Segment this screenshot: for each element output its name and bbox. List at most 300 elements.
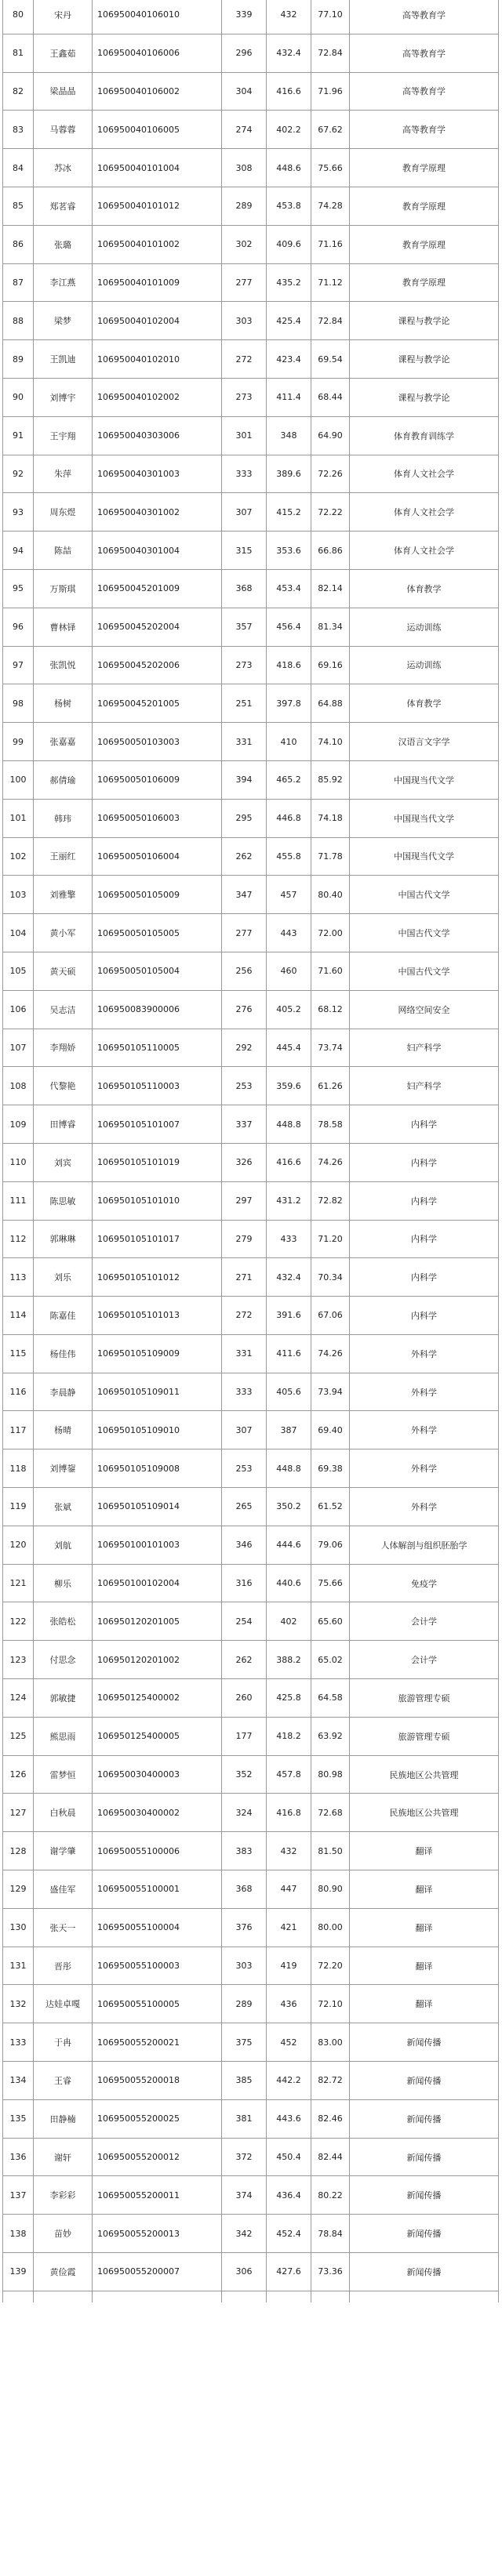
candidate-name-cell: 张凯悦 — [34, 646, 93, 684]
total-score-cell: 80.98 — [311, 1755, 350, 1794]
preliminary-score-cell: 333 — [222, 455, 267, 493]
major-cell: 会计学 — [350, 1641, 499, 1679]
major-cell: 中国古代文学 — [350, 914, 499, 952]
row-index-cell: 120 — [3, 1526, 34, 1564]
total-score-cell: 61.52 — [311, 1488, 350, 1526]
major-cell: 内科学 — [350, 1258, 499, 1297]
preliminary-score-cell: 271 — [222, 1258, 267, 1297]
table-row — [3, 2138, 499, 2176]
candidate-name-cell: 张皓松 — [34, 1602, 93, 1641]
total-score-cell: 66.86 — [311, 532, 350, 570]
preliminary-score-cell — [222, 2291, 267, 2302]
major-cell: 新闻传播 — [350, 2138, 499, 2176]
candidate-name-cell: 张璐 — [34, 225, 93, 263]
candidate-id-cell: 106950100101003 — [93, 1526, 222, 1564]
row-index-cell: 109 — [3, 1105, 34, 1144]
table-row — [3, 1602, 499, 1641]
retest-score-cell: 411.6 — [267, 1334, 311, 1373]
row-index-cell: 123 — [3, 1641, 34, 1679]
table-row — [3, 1297, 499, 1335]
major-cell: 教育学原理 — [350, 187, 499, 225]
preliminary-score-cell: 376 — [222, 1908, 267, 1947]
row-index-cell: 93 — [3, 493, 34, 532]
preliminary-score-cell: 273 — [222, 646, 267, 684]
candidate-id-cell: 106950105110005 — [93, 1029, 222, 1067]
candidate-id-cell — [93, 2291, 222, 2302]
preliminary-score-cell: 289 — [222, 187, 267, 225]
retest-score-cell: 436.4 — [267, 2176, 311, 2215]
candidate-id-cell: 106950055200013 — [93, 2215, 222, 2253]
major-cell: 教育学原理 — [350, 225, 499, 263]
candidate-name-cell: 苗妙 — [34, 2215, 93, 2253]
candidate-id-cell: 106950040106002 — [93, 72, 222, 111]
total-score-cell: 64.88 — [311, 684, 350, 723]
total-score-cell: 85.92 — [311, 760, 350, 799]
table-row — [3, 1449, 499, 1488]
retest-score-cell: 452.4 — [267, 2215, 311, 2253]
total-score-cell: 78.84 — [311, 2215, 350, 2253]
candidate-id-cell: 106950105109014 — [93, 1488, 222, 1526]
table-row — [3, 837, 499, 876]
table-row — [3, 952, 499, 990]
table-row — [3, 2062, 499, 2100]
row-index-cell: 85 — [3, 187, 34, 225]
total-score-cell: 72.20 — [311, 1947, 350, 1985]
candidate-name-cell: 王凯迪 — [34, 340, 93, 379]
table-row — [3, 1373, 499, 1411]
row-index-cell: 91 — [3, 416, 34, 455]
candidate-name-cell: 田静楠 — [34, 2099, 93, 2138]
candidate-name-cell: 马蓉蓉 — [34, 111, 93, 149]
candidate-id-cell: 106950050105005 — [93, 914, 222, 952]
preliminary-score-cell: 308 — [222, 149, 267, 187]
major-cell: 翻译 — [350, 1985, 499, 2023]
row-index-cell: 80 — [3, 0, 34, 34]
retest-score-cell: 457 — [267, 876, 311, 914]
candidate-id-cell: 106950105109010 — [93, 1411, 222, 1449]
candidate-name-cell: 陈喆 — [34, 532, 93, 570]
candidate-name-cell: 陈嘉佳 — [34, 1297, 93, 1335]
major-cell: 网络空间安全 — [350, 990, 499, 1029]
table-row — [3, 263, 499, 302]
preliminary-score-cell: 279 — [222, 1220, 267, 1258]
candidate-name-cell: 梁晶晶 — [34, 72, 93, 111]
major-cell: 运动训练 — [350, 646, 499, 684]
table-row — [3, 2291, 499, 2302]
major-cell: 高等教育学 — [350, 72, 499, 111]
retest-score-cell: 457.8 — [267, 1755, 311, 1794]
row-index-cell: 98 — [3, 684, 34, 723]
table-row — [3, 760, 499, 799]
row-index-cell: 139 — [3, 2253, 34, 2291]
table-row — [3, 149, 499, 187]
table-row — [3, 378, 499, 416]
row-index-cell: 114 — [3, 1297, 34, 1335]
row-index-cell: 137 — [3, 2176, 34, 2215]
preliminary-score-cell: 177 — [222, 1717, 267, 1755]
total-score-cell: 69.16 — [311, 646, 350, 684]
preliminary-score-cell: 272 — [222, 1297, 267, 1335]
candidate-name-cell: 吴志洁 — [34, 990, 93, 1029]
row-index-cell: 125 — [3, 1717, 34, 1755]
preliminary-score-cell: 333 — [222, 1373, 267, 1411]
admission-score-table — [2, 0, 499, 2302]
candidate-name-cell: 刘航 — [34, 1526, 93, 1564]
candidate-name-cell: 熊思雨 — [34, 1717, 93, 1755]
preliminary-score-cell: 297 — [222, 1181, 267, 1220]
row-index-cell: 105 — [3, 952, 34, 990]
total-score-cell: 72.84 — [311, 302, 350, 340]
candidate-name-cell: 苏冰 — [34, 149, 93, 187]
preliminary-score-cell: 331 — [222, 1334, 267, 1373]
row-index-cell: 102 — [3, 837, 34, 876]
candidate-name-cell: 王鑫茹 — [34, 34, 93, 72]
row-index-cell: 135 — [3, 2099, 34, 2138]
total-score-cell: 72.22 — [311, 493, 350, 532]
candidate-name-cell: 梁梦 — [34, 302, 93, 340]
preliminary-score-cell: 357 — [222, 608, 267, 646]
major-cell: 翻译 — [350, 1947, 499, 1985]
major-cell: 课程与教学论 — [350, 302, 499, 340]
major-cell: 新闻传播 — [350, 2099, 499, 2138]
major-cell: 旅游管理专硕 — [350, 1679, 499, 1718]
total-score-cell: 65.02 — [311, 1641, 350, 1679]
total-score-cell: 69.54 — [311, 340, 350, 379]
candidate-id-cell: 106950055100001 — [93, 1870, 222, 1909]
row-index-cell: 103 — [3, 876, 34, 914]
table-row — [3, 416, 499, 455]
row-index-cell: 131 — [3, 1947, 34, 1985]
candidate-name-cell: 于冉 — [34, 2023, 93, 2062]
candidate-name-cell: 刘宾 — [34, 1143, 93, 1181]
preliminary-score-cell: 347 — [222, 876, 267, 914]
table-row — [3, 1755, 499, 1794]
retest-score-cell: 453.8 — [267, 187, 311, 225]
major-cell: 高等教育学 — [350, 111, 499, 149]
candidate-name-cell: 杨树 — [34, 684, 93, 723]
retest-score-cell: 444.6 — [267, 1526, 311, 1564]
total-score-cell: 80.00 — [311, 1908, 350, 1947]
total-score-cell: 73.36 — [311, 2253, 350, 2291]
total-score-cell: 79.06 — [311, 1526, 350, 1564]
major-cell: 中国古代文学 — [350, 952, 499, 990]
preliminary-score-cell: 302 — [222, 225, 267, 263]
candidate-name-cell: 刘雅擎 — [34, 876, 93, 914]
preliminary-score-cell: 273 — [222, 378, 267, 416]
row-index-cell: 117 — [3, 1411, 34, 1449]
total-score-cell: 64.58 — [311, 1679, 350, 1718]
candidate-name-cell: 宋丹 — [34, 0, 93, 34]
total-score-cell: 75.66 — [311, 149, 350, 187]
candidate-name-cell: 李江燕 — [34, 263, 93, 302]
row-index-cell: 130 — [3, 1908, 34, 1947]
candidate-id-cell: 106950055100005 — [93, 1985, 222, 2023]
row-index-cell: 82 — [3, 72, 34, 111]
candidate-id-cell: 106950105101007 — [93, 1105, 222, 1144]
row-index-cell: 86 — [3, 225, 34, 263]
candidate-id-cell: 106950050106009 — [93, 760, 222, 799]
candidate-id-cell: 106950105101013 — [93, 1297, 222, 1335]
candidate-id-cell: 106950055200011 — [93, 2176, 222, 2215]
preliminary-score-cell: 346 — [222, 1526, 267, 1564]
major-cell: 体育人文社会学 — [350, 493, 499, 532]
candidate-name-cell: 杨晴 — [34, 1411, 93, 1449]
preliminary-score-cell: 262 — [222, 1641, 267, 1679]
row-index-cell: 127 — [3, 1794, 34, 1832]
total-score-cell: 73.94 — [311, 1373, 350, 1411]
candidate-id-cell: 106950040102002 — [93, 378, 222, 416]
row-index-cell: 89 — [3, 340, 34, 379]
table-row — [3, 302, 499, 340]
candidate-id-cell: 106950050105004 — [93, 952, 222, 990]
retest-score-cell: 446.8 — [267, 799, 311, 837]
preliminary-score-cell: 304 — [222, 72, 267, 111]
total-score-cell: 61.26 — [311, 1067, 350, 1105]
candidate-name-cell: 刘乐 — [34, 1258, 93, 1297]
retest-score-cell: 402 — [267, 1602, 311, 1641]
preliminary-score-cell: 326 — [222, 1143, 267, 1181]
preliminary-score-cell: 274 — [222, 111, 267, 149]
preliminary-score-cell: 339 — [222, 0, 267, 34]
preliminary-score-cell: 352 — [222, 1755, 267, 1794]
table-row — [3, 1641, 499, 1679]
row-index-cell: 132 — [3, 1985, 34, 2023]
total-score-cell: 68.44 — [311, 378, 350, 416]
total-score-cell: 77.10 — [311, 0, 350, 34]
retest-score-cell: 416.6 — [267, 1143, 311, 1181]
table-row — [3, 1717, 499, 1755]
candidate-name-cell: 张嘉嘉 — [34, 723, 93, 761]
candidate-id-cell: 106950105101017 — [93, 1220, 222, 1258]
total-score-cell: 74.18 — [311, 799, 350, 837]
table-row — [3, 1564, 499, 1602]
major-cell: 体育教学 — [350, 569, 499, 608]
candidate-id-cell: 106950030400003 — [93, 1755, 222, 1794]
row-index-cell: 124 — [3, 1679, 34, 1718]
candidate-id-cell: 106950100102004 — [93, 1564, 222, 1602]
candidate-name-cell: 谢学肇 — [34, 1832, 93, 1870]
candidate-id-cell: 106950040301003 — [93, 455, 222, 493]
major-cell: 翻译 — [350, 1908, 499, 1947]
major-cell: 新闻传播 — [350, 2023, 499, 2062]
preliminary-score-cell: 316 — [222, 1564, 267, 1602]
total-score-cell: 71.60 — [311, 952, 350, 990]
candidate-id-cell: 106950055200025 — [93, 2099, 222, 2138]
candidate-id-cell: 106950105101012 — [93, 1258, 222, 1297]
major-cell: 外科学 — [350, 1449, 499, 1488]
row-index-cell: 96 — [3, 608, 34, 646]
major-cell: 课程与教学论 — [350, 378, 499, 416]
candidate-name-cell: 万斯琪 — [34, 569, 93, 608]
major-cell: 民族地区公共管理 — [350, 1794, 499, 1832]
major-cell: 高等教育学 — [350, 34, 499, 72]
major-cell: 外科学 — [350, 1488, 499, 1526]
table-row — [3, 646, 499, 684]
major-cell: 翻译 — [350, 1832, 499, 1870]
row-index-cell: 97 — [3, 646, 34, 684]
table-row — [3, 1258, 499, 1297]
major-cell: 民族地区公共管理 — [350, 1755, 499, 1794]
major-cell: 妇产科学 — [350, 1067, 499, 1105]
candidate-id-cell: 106950040106006 — [93, 34, 222, 72]
retest-score-cell: 431.2 — [267, 1181, 311, 1220]
retest-score-cell: 448.8 — [267, 1105, 311, 1144]
retest-score-cell: 443 — [267, 914, 311, 952]
retest-score-cell: 409.6 — [267, 225, 311, 263]
row-index-cell: 101 — [3, 799, 34, 837]
total-score-cell: 72.00 — [311, 914, 350, 952]
retest-score-cell: 433 — [267, 1220, 311, 1258]
candidate-id-cell: 106950083900006 — [93, 990, 222, 1029]
preliminary-score-cell: 385 — [222, 2062, 267, 2100]
preliminary-score-cell: 292 — [222, 1029, 267, 1067]
row-index-cell: 115 — [3, 1334, 34, 1373]
retest-score-cell: 389.6 — [267, 455, 311, 493]
table-row — [3, 723, 499, 761]
candidate-name-cell: 李晨静 — [34, 1373, 93, 1411]
total-score-cell: 72.82 — [311, 1181, 350, 1220]
retest-score-cell: 350.2 — [267, 1488, 311, 1526]
total-score-cell: 81.34 — [311, 608, 350, 646]
preliminary-score-cell: 337 — [222, 1105, 267, 1144]
row-index-cell: 110 — [3, 1143, 34, 1181]
preliminary-score-cell: 331 — [222, 723, 267, 761]
total-score-cell: 65.60 — [311, 1602, 350, 1641]
total-score-cell: 81.50 — [311, 1832, 350, 1870]
major-cell: 课程与教学论 — [350, 340, 499, 379]
row-index-cell: 99 — [3, 723, 34, 761]
preliminary-score-cell: 374 — [222, 2176, 267, 2215]
candidate-name-cell: 黄俭霞 — [34, 2253, 93, 2291]
table-row — [3, 72, 499, 111]
retest-score-cell: 455.8 — [267, 837, 311, 876]
retest-score-cell: 425.8 — [267, 1679, 311, 1718]
major-cell: 中国现当代文学 — [350, 760, 499, 799]
preliminary-score-cell: 307 — [222, 1411, 267, 1449]
table-row — [3, 608, 499, 646]
preliminary-score-cell: 301 — [222, 416, 267, 455]
candidate-name-cell: 李彩彩 — [34, 2176, 93, 2215]
preliminary-score-cell: 256 — [222, 952, 267, 990]
total-score-cell — [311, 2291, 350, 2302]
retest-score-cell: 411.4 — [267, 378, 311, 416]
preliminary-score-cell: 251 — [222, 684, 267, 723]
table-row — [3, 684, 499, 723]
candidate-id-cell: 106950105110003 — [93, 1067, 222, 1105]
candidate-name-cell: 郭琳琳 — [34, 1220, 93, 1258]
candidate-id-cell: 106950050106003 — [93, 799, 222, 837]
major-cell: 教育学原理 — [350, 149, 499, 187]
candidate-id-cell: 106950050103003 — [93, 723, 222, 761]
retest-score-cell: 432 — [267, 1832, 311, 1870]
candidate-id-cell: 106950045201009 — [93, 569, 222, 608]
candidate-id-cell: 106950050106004 — [93, 837, 222, 876]
retest-score-cell: 423.4 — [267, 340, 311, 379]
total-score-cell: 78.58 — [311, 1105, 350, 1144]
row-index-cell: 83 — [3, 111, 34, 149]
total-score-cell: 63.92 — [311, 1717, 350, 1755]
table-row — [3, 1488, 499, 1526]
retest-score-cell: 415.2 — [267, 493, 311, 532]
retest-score-cell: 442.2 — [267, 2062, 311, 2100]
row-index-cell: 136 — [3, 2138, 34, 2176]
row-index-cell: 88 — [3, 302, 34, 340]
table-row — [3, 1947, 499, 1985]
retest-score-cell: 402.2 — [267, 111, 311, 149]
candidate-id-cell: 106950040102010 — [93, 340, 222, 379]
candidate-name-cell: 黄天硕 — [34, 952, 93, 990]
candidate-id-cell: 106950055100003 — [93, 1947, 222, 1985]
total-score-cell: 72.84 — [311, 34, 350, 72]
row-index-cell: 126 — [3, 1755, 34, 1794]
total-score-cell: 67.62 — [311, 111, 350, 149]
retest-score-cell: 353.6 — [267, 532, 311, 570]
candidate-name-cell: 张天一 — [34, 1908, 93, 1947]
total-score-cell: 71.20 — [311, 1220, 350, 1258]
candidate-id-cell: 106950040106010 — [93, 0, 222, 34]
candidate-id-cell: 106950105109009 — [93, 1334, 222, 1373]
candidate-id-cell: 106950105109011 — [93, 1373, 222, 1411]
total-score-cell: 67.06 — [311, 1297, 350, 1335]
total-score-cell: 82.44 — [311, 2138, 350, 2176]
preliminary-score-cell: 383 — [222, 1832, 267, 1870]
total-score-cell: 69.40 — [311, 1411, 350, 1449]
retest-score-cell: 359.6 — [267, 1067, 311, 1105]
candidate-id-cell: 106950030400002 — [93, 1794, 222, 1832]
table-row — [3, 1870, 499, 1909]
total-score-cell: 71.96 — [311, 72, 350, 111]
candidate-name-cell: 韩玮 — [34, 799, 93, 837]
total-score-cell: 70.34 — [311, 1258, 350, 1297]
candidate-id-cell: 106950125400002 — [93, 1679, 222, 1718]
table-row — [3, 2176, 499, 2215]
preliminary-score-cell: 253 — [222, 1449, 267, 1488]
row-index-cell: 118 — [3, 1449, 34, 1488]
table-row — [3, 493, 499, 532]
table-row — [3, 34, 499, 72]
row-index-cell: 95 — [3, 569, 34, 608]
preliminary-score-cell: 262 — [222, 837, 267, 876]
candidate-id-cell: 106950105109008 — [93, 1449, 222, 1488]
table-row — [3, 876, 499, 914]
preliminary-score-cell: 277 — [222, 263, 267, 302]
retest-score-cell: 405.2 — [267, 990, 311, 1029]
major-cell: 新闻传播 — [350, 2062, 499, 2100]
candidate-id-cell: 106950040101012 — [93, 187, 222, 225]
total-score-cell: 80.90 — [311, 1870, 350, 1909]
total-score-cell: 68.12 — [311, 990, 350, 1029]
table-row — [3, 2023, 499, 2062]
major-cell: 外科学 — [350, 1411, 499, 1449]
major-cell: 外科学 — [350, 1373, 499, 1411]
candidate-name-cell: 黄小军 — [34, 914, 93, 952]
major-cell: 汉语言文字学 — [350, 723, 499, 761]
total-score-cell: 73.74 — [311, 1029, 350, 1067]
total-score-cell: 74.28 — [311, 187, 350, 225]
major-cell: 妇产科学 — [350, 1029, 499, 1067]
row-index-cell: 133 — [3, 2023, 34, 2062]
preliminary-score-cell: 368 — [222, 1870, 267, 1909]
candidate-name-cell: 盛佳军 — [34, 1870, 93, 1909]
row-index-cell: 107 — [3, 1029, 34, 1067]
candidate-name-cell: 白秋晨 — [34, 1794, 93, 1832]
total-score-cell: 80.40 — [311, 876, 350, 914]
table-row — [3, 1908, 499, 1947]
major-cell: 外科学 — [350, 1334, 499, 1373]
retest-score-cell: 440.6 — [267, 1564, 311, 1602]
candidate-name-cell: 周东煜 — [34, 493, 93, 532]
preliminary-score-cell: 394 — [222, 760, 267, 799]
